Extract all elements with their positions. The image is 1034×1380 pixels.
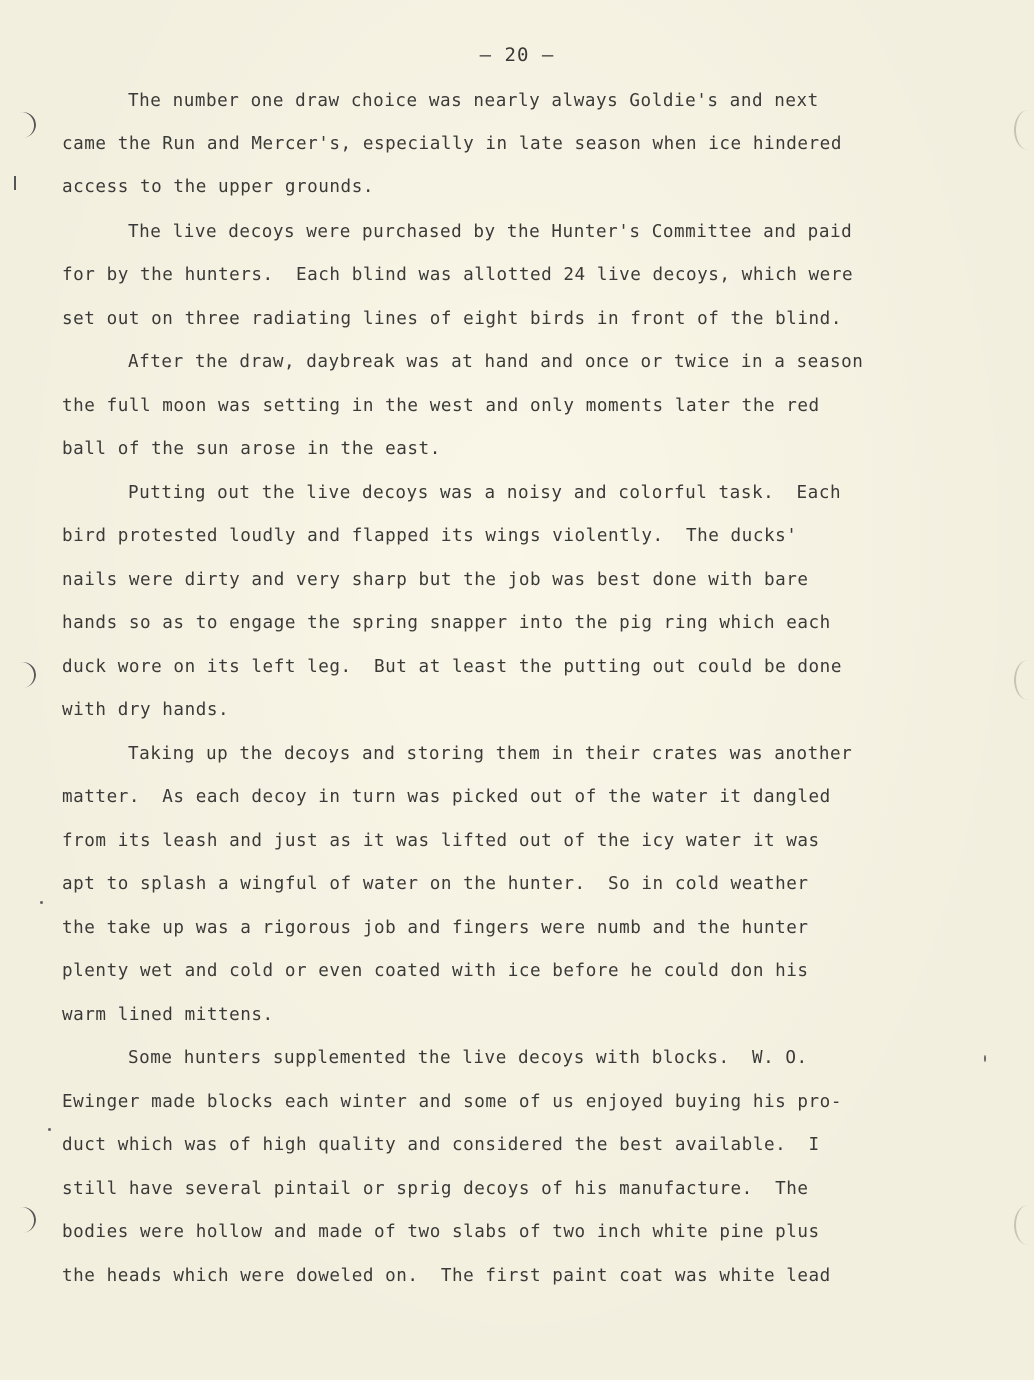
- text-line-15: with dry hands.: [62, 700, 230, 720]
- text-line-3: access to the upper grounds.: [62, 177, 374, 197]
- punch-hole-mark: [6, 660, 38, 690]
- text-line-22: warm lined mittens.: [62, 1005, 274, 1025]
- punch-hole-mark: [6, 1205, 38, 1235]
- text-line-8: the full moon was setting in the west and only moments later the red: [62, 396, 820, 416]
- text-line-7: After the draw, daybreak was at hand and once or twice in a season: [128, 352, 864, 372]
- text-line-25: duct which was of high quality and considered the best available. I: [62, 1135, 820, 1155]
- punch-hole-mark: [6, 110, 38, 140]
- text-line-24: Ewinger made blocks each winter and some of us enjoyed buying his pro-: [62, 1092, 842, 1112]
- text-line-17: matter. As each decoy in turn was picked out of the water it dangled: [62, 787, 831, 807]
- stray-dot: [984, 1055, 986, 1062]
- text-line-13: hands so as to engage the spring snapper into the pig ring which each: [62, 613, 831, 633]
- bleed-through-mark: [1014, 660, 1034, 700]
- page-number: – 20 –: [479, 44, 555, 66]
- text-line-19: apt to splash a wingful of water on the hunter. So in cold weather: [62, 874, 809, 894]
- text-line-6: set out on three radiating lines of eight birds in front of the blind.: [62, 309, 842, 329]
- stray-dot: [40, 901, 43, 904]
- text-line-9: ball of the sun arose in the east.: [62, 439, 441, 459]
- stray-dot: [48, 1128, 51, 1131]
- text-line-28: the heads which were doweled on. The first paint coat was white lead: [62, 1266, 831, 1286]
- text-line-18: from its leash and just as it was lifted out of the icy water it was: [62, 831, 820, 851]
- text-line-16: Taking up the decoys and storing them in their crates was another: [128, 744, 853, 764]
- text-line-26: still have several pintail or sprig decoys of his manufacture. The: [62, 1179, 809, 1199]
- bleed-through-mark: [1014, 1205, 1034, 1245]
- text-line-10: Putting out the live decoys was a noisy and colorful task. Each: [128, 483, 842, 503]
- text-line-5: for by the hunters. Each blind was allotted 24 live decoys, which were: [62, 265, 854, 285]
- text-line-11: bird protested loudly and flapped its wings violently. The ducks': [62, 526, 798, 546]
- text-line-4: The live decoys were purchased by the Hunter's Committee and paid: [128, 222, 853, 242]
- text-line-23: Some hunters supplemented the live decoys with blocks. W. O.: [128, 1048, 808, 1068]
- text-line-1: The number one draw choice was nearly always Goldie's and next: [128, 91, 819, 111]
- text-line-2: came the Run and Mercer's, especially in late season when ice hindered: [62, 134, 842, 154]
- text-line-20: the take up was a rigorous job and fingers were numb and the hunter: [62, 918, 809, 938]
- text-line-14: duck wore on its left leg. But at least the putting out could be done: [62, 657, 842, 677]
- text-line-12: nails were dirty and very sharp but the job was best done with bare: [62, 570, 809, 590]
- bleed-through-mark: [1014, 110, 1034, 150]
- text-line-27: bodies were hollow and made of two slabs of two inch white pine plus: [62, 1222, 820, 1242]
- margin-mark: [14, 176, 16, 190]
- text-line-21: plenty wet and cold or even coated with ice before he could don his: [62, 961, 809, 981]
